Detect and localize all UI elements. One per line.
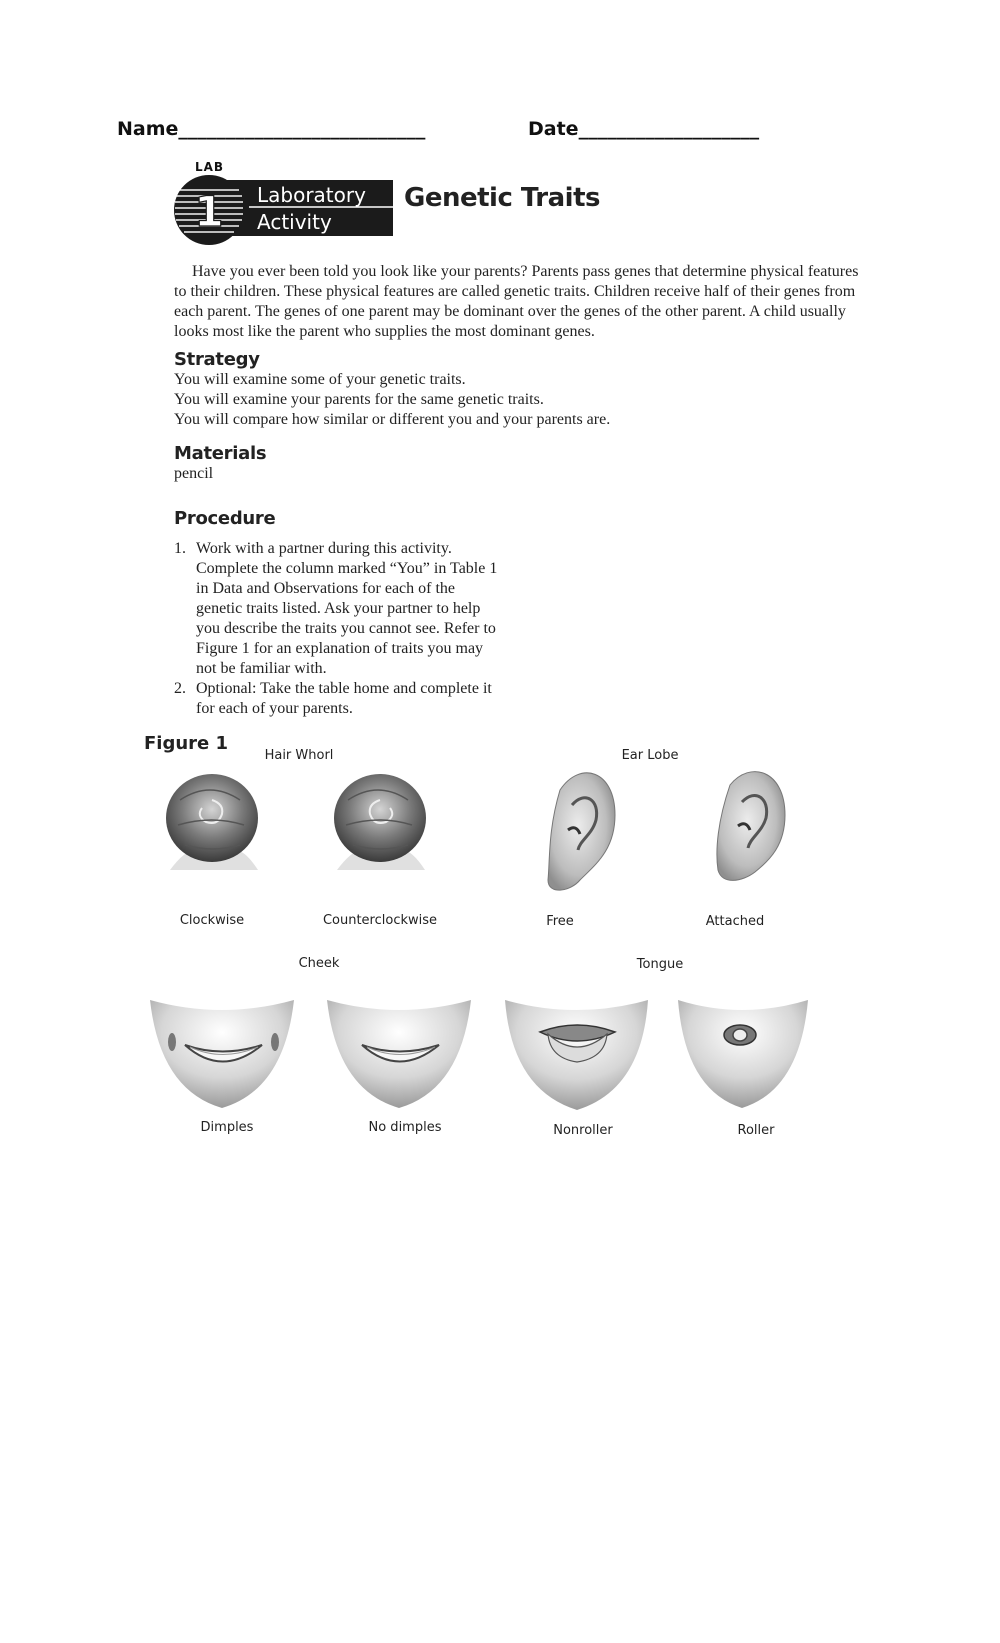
cheek-dimples-image bbox=[150, 1000, 294, 1108]
materials-item: pencil bbox=[174, 465, 214, 482]
hair-whorl-counterclockwise-image bbox=[334, 774, 426, 870]
name-line: __________________________ bbox=[178, 118, 426, 140]
figure-item-label: Free bbox=[546, 914, 574, 929]
tongue-nonroller-image bbox=[505, 1000, 648, 1110]
lab-number: 1 bbox=[194, 187, 224, 236]
strategy-line: You will compare how similar or different you and your parents are. bbox=[174, 411, 611, 428]
materials-heading: Materials bbox=[174, 443, 267, 464]
figure-group-heading: Tongue bbox=[636, 957, 684, 972]
figure-item-label: Nonroller bbox=[553, 1123, 613, 1138]
strategy-line: You will examine some of your genetic traits. bbox=[174, 371, 466, 388]
figure-item-label: Clockwise bbox=[179, 913, 245, 928]
strategy-heading: Strategy bbox=[174, 349, 260, 370]
step-text: Optional: Take the table home and complete it for each of your parents. bbox=[196, 680, 492, 717]
hair-whorl-clockwise-image bbox=[166, 774, 258, 870]
lab-line2: Activity bbox=[257, 210, 332, 234]
figure-group-heading: Hair Whorl bbox=[264, 748, 334, 763]
strategy-line: You will examine your parents for the same genetic traits. bbox=[174, 391, 544, 408]
step-number: 2. bbox=[174, 680, 186, 697]
ear-lobe-attached-image bbox=[717, 772, 785, 881]
page-title: Genetic Traits bbox=[404, 183, 600, 213]
figure-item-label: No dimples bbox=[368, 1120, 442, 1135]
lab-word: LAB bbox=[195, 160, 225, 174]
cheek-no-dimples-image bbox=[327, 1000, 471, 1108]
figure-item-label: Counterclockwise bbox=[322, 913, 438, 928]
figure-title: Figure 1 bbox=[144, 733, 229, 754]
tongue-roller-image bbox=[678, 1000, 808, 1108]
intro-paragraph: Have you ever been told you look like your parents? Parents pass genes that determine physical features to their children. These physical features are called genetic traits. Children receive half of their genes from each parent. The genes of one parent may be dominant over the genes of the other parent. A child usually looks most like the parent who supplies the most dominant genes. bbox=[174, 263, 859, 340]
figure-group-heading: Cheek bbox=[298, 956, 340, 971]
name-label: Name bbox=[117, 118, 179, 140]
lab-line1: Laboratory bbox=[257, 183, 366, 207]
figure-group-heading: Ear Lobe bbox=[621, 748, 679, 763]
step-number: 1. bbox=[174, 540, 186, 557]
step-text: Work with a partner during this activity. Complete the column marked “You” in Table 1 in Data and Observations for each of the genetic traits listed. Ask your partner to help you describe the traits you cannot see. Refer to Figure 1 for an explanation of traits you may not be familiar with. bbox=[196, 540, 498, 677]
procedure-heading: Procedure bbox=[174, 508, 276, 529]
date-label: Date bbox=[528, 118, 579, 140]
ear-lobe-free-image bbox=[548, 773, 615, 890]
figure-item-label: Roller bbox=[737, 1123, 775, 1138]
date-line: ___________________ bbox=[578, 118, 760, 140]
figure-item-label: Dimples bbox=[200, 1120, 254, 1135]
figure-item-label: Attached bbox=[705, 914, 765, 929]
